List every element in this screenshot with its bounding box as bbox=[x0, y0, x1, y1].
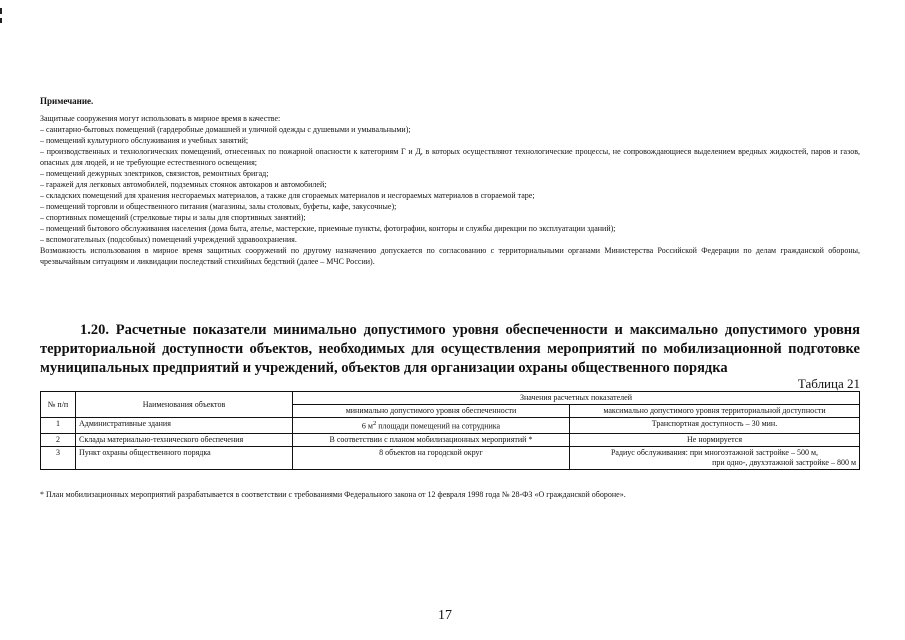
header-min: минимально допустимого уровня обеспеченности bbox=[293, 405, 570, 418]
note-line: – гаражей для легковых автомобилей, подземных стоянок автокаров и автомобилей; bbox=[40, 180, 327, 189]
footnote: * План мобилизационных мероприятий разрабатывается в соответствии с требованиями Федерального закона от 12 февраля 1998 года № 28-ФЗ «О гражданской обороне». bbox=[40, 490, 626, 499]
note-line: – спортивных помещений (стрелковые тиры и залы для спортивных занятий); bbox=[40, 213, 306, 222]
note-body bbox=[40, 113, 860, 267]
cell-min: 8 объектов на городской округ bbox=[293, 446, 570, 469]
cell-min-post: площади помещений на сотрудника bbox=[376, 421, 501, 431]
header-num: № п/п bbox=[41, 392, 76, 418]
cell-num: 1 bbox=[41, 418, 76, 434]
cell-num: 2 bbox=[41, 433, 76, 446]
cell-name: Пункт охраны общественного порядка bbox=[76, 446, 293, 469]
note-title: Примечание. bbox=[40, 96, 94, 106]
note-line: – вспомогательных (подсобных) помещений учреждений здравоохранения. bbox=[40, 235, 297, 244]
note-line: – помещений бытового обслуживания населения (дома быта, ателье, мастерские, приемные пункты, фотографии, конторы и службы дирекции по эксплуатации зданий); bbox=[40, 224, 616, 233]
table-caption: Таблица 21 bbox=[797, 376, 860, 391]
note-line: – помещений культурного обслуживания и учебных занятий; bbox=[40, 136, 249, 145]
cell-num: 3 bbox=[41, 446, 76, 469]
cell-max bbox=[570, 446, 860, 469]
cell-max: Транспортная доступность – 30 мин. bbox=[570, 418, 860, 434]
note-line: – санитарно-бытовых помещений (гардеробные домашней и уличной одежды с душевыми и умывальными); bbox=[40, 125, 411, 134]
table-row bbox=[41, 418, 860, 434]
cell-max: Не нормируется bbox=[570, 433, 860, 446]
table-header-row bbox=[41, 392, 860, 405]
cell-min: В соответствии с планом мобилизационных мероприятий * bbox=[293, 433, 570, 446]
note-line: Возможность использования в мирное время защитных сооружений по другому назначению допускается по согласованию с территориальными органами Министерства Российской Федерации по делам гражданской обороны, чрезвычайным ситуациям и ликвидации последствий стихийных бедствий (далее – МЧС России). bbox=[40, 246, 860, 266]
indicators-table bbox=[40, 391, 860, 470]
cell-name: Склады материально-технического обеспечения bbox=[76, 433, 293, 446]
page-number: 17 bbox=[438, 608, 452, 623]
section-heading bbox=[40, 321, 860, 378]
header-group: Значения расчетных показателей bbox=[293, 392, 860, 405]
table-row bbox=[41, 433, 860, 446]
note-line: – помещений дежурных электриков, связистов, ремонтных бригад; bbox=[40, 169, 269, 178]
cell-min-sup: 2 bbox=[372, 420, 377, 427]
cell-name: Административные здания bbox=[76, 418, 293, 434]
header-max: максимально допустимого уровня территориальной доступности bbox=[570, 405, 860, 418]
scan-edge-mark bbox=[0, 8, 3, 30]
cell-max-line: Радиус обслуживания: при многоэтажной застройке – 500 м, bbox=[610, 447, 819, 457]
section-heading-text: 1.20. Расчетные показатели минимально допустимого уровня обеспеченности и максимально допустимого уровня территориальной доступности объектов, необходимых для осуществления мероприятий по мобилизационной подготовке муниципальных предприятий и учреждений, объектов для организации охраны общественного порядка bbox=[40, 322, 860, 376]
note-line: – производственных и технологических помещений, отнесенных по пожарной опасности к категориям Г и Д, в которых осуществляют технологические процессы, не сопровождающиеся выделением вредных жидкостей, паров и газов, опасных для людей, и не требующие естественного освещения; bbox=[40, 147, 860, 167]
note-line: – помещений торговли и общественного питания (магазины, залы столовых, буфеты, кафе, закусочные); bbox=[40, 202, 397, 211]
cell-max-line: при одно-, двухэтажной застройке – 800 м bbox=[712, 457, 856, 467]
header-name: Наименования объектов bbox=[76, 392, 293, 418]
table-row bbox=[41, 446, 860, 469]
cell-min bbox=[293, 418, 570, 434]
note-line: – складских помещений для хранения несгораемых материалов, а также для сгораемых материалов и несгораемых материалов в сгораемой таре; bbox=[40, 191, 535, 200]
cell-min-pre: 6 м bbox=[361, 421, 373, 431]
note-line: Защитные сооружения могут использовать в мирное время в качестве: bbox=[40, 114, 281, 123]
